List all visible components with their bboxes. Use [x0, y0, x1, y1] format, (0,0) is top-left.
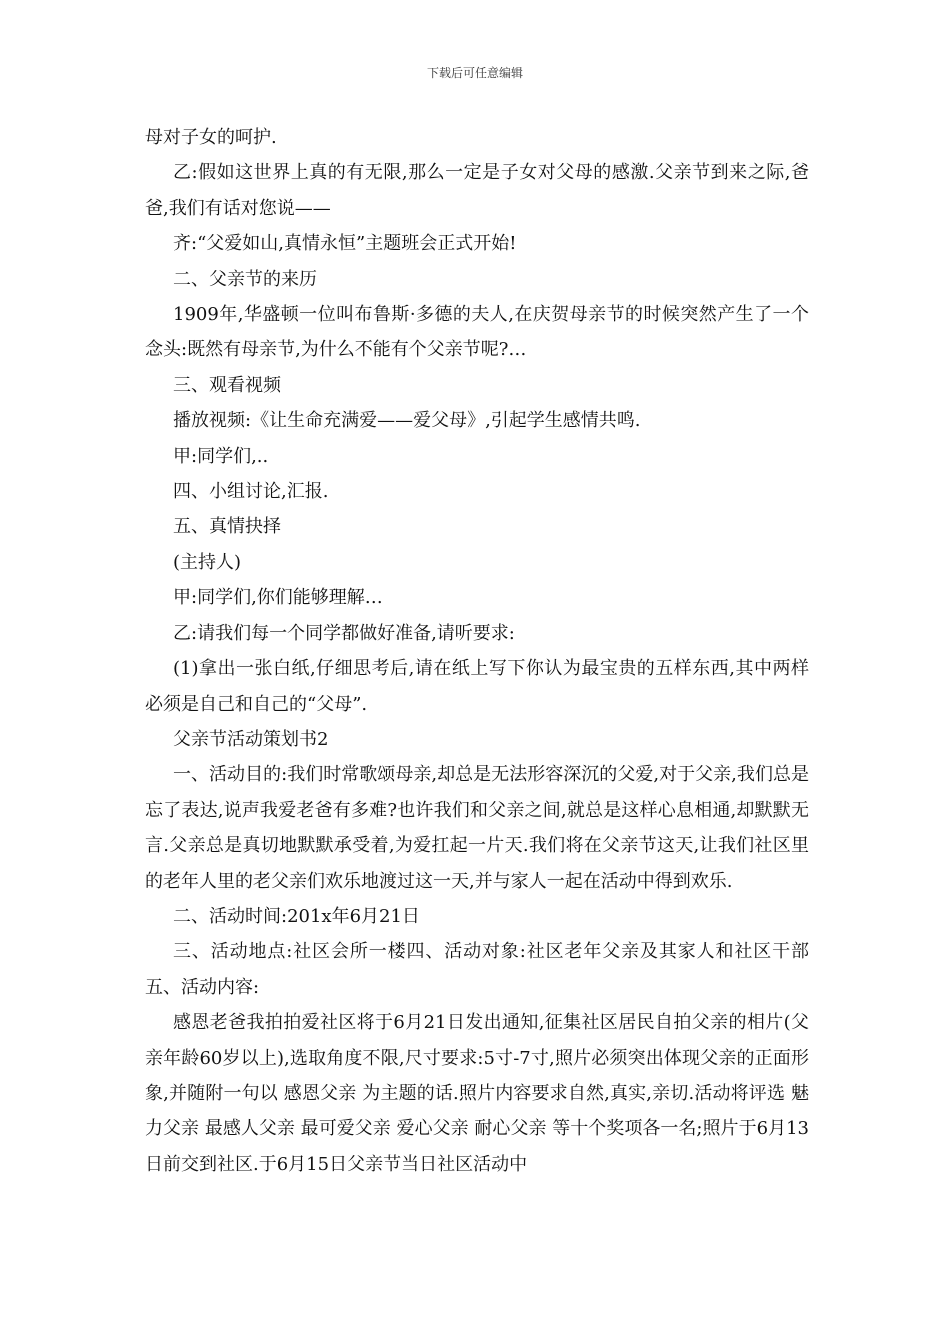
paragraph: 感恩老爸我拍拍爱社区将于6月21日发出通知,征集社区居民自拍父亲的相片(父亲年龄60岁以上),选取角度不限,尺寸要求:5寸-7寸,照片必须突出体现父亲的正面形象,并随附一句以 感恩父亲 为主题的话.照片内容要求自然,真实,亲切.活动将评选 魅力父亲 最感人父亲 最可爱父亲 爱心父亲 耐心父亲 等十个奖项各一名;照片于6月13日前交到社区.于6月15日父亲节当日社区活动中 [145, 1012, 809, 1175]
document-body [145, 120, 809, 1182]
section-heading: 三、观看视频 [173, 374, 281, 396]
section-heading: 五、真情抉择 [173, 516, 281, 538]
paragraph: 二、活动时间:201x年6月21日 [173, 905, 420, 927]
paragraph: 三、活动地点:社区会所一楼四、活动对象:社区老年父亲及其家人和社区干部五、活动内容: [145, 941, 809, 998]
section-heading: 四、小组讨论,汇报. [173, 481, 329, 503]
document-subtitle: 父亲节活动策划书2 [173, 728, 329, 750]
section-heading: 二、父亲节的来历 [173, 268, 317, 290]
paragraph: 齐:“父爱如山,真情永恒”主题班会正式开始! [173, 233, 517, 255]
paragraph: 母对子女的呵护. [145, 127, 277, 148]
paragraph: 甲:同学们,.. [173, 445, 269, 467]
paragraph: 乙:假如这世界上真的有无限,那么一定是子女对父母的感激.父亲节到来之际,爸爸,我们有话对您说—— [145, 162, 809, 219]
page-header: 下载后可任意编辑 [426, 66, 523, 80]
paragraph: (1)拿出一张白纸,仔细思考后,请在纸上写下你认为最宝贵的五样东西,其中两样必须是自己和自己的“父母”. [145, 658, 809, 715]
paragraph: (主持人) [173, 551, 242, 573]
paragraph: 甲:同学们,你们能够理解… [173, 587, 383, 609]
paragraph: 一、活动目的:我们时常歌颂母亲,却总是无法形容深沉的父爱,对于父亲,我们总是忘了表达,说声我爱老爸有多难?也许我们和父亲之间,就总是这样心息相通,却默默无言.父亲总是真切地默默承受着,为爱扛起一片天.我们将在父亲节这天,让我们社区里的老年人里的老父亲们欢乐地渡过这一天,并与家人一起在活动中得到欢乐. [145, 764, 809, 892]
paragraph: 1909年,华盛顿一位叫布鲁斯·多德的夫人,在庆贺母亲节的时候突然产生了一个念头:既然有母亲节,为什么不能有个父亲节呢?… [145, 304, 809, 361]
paragraph: 乙:请我们每一个同学都做好准备,请听要求: [173, 622, 515, 644]
paragraph: 播放视频:《让生命充满爱——爱父母》,引起学生感情共鸣. [173, 410, 641, 432]
